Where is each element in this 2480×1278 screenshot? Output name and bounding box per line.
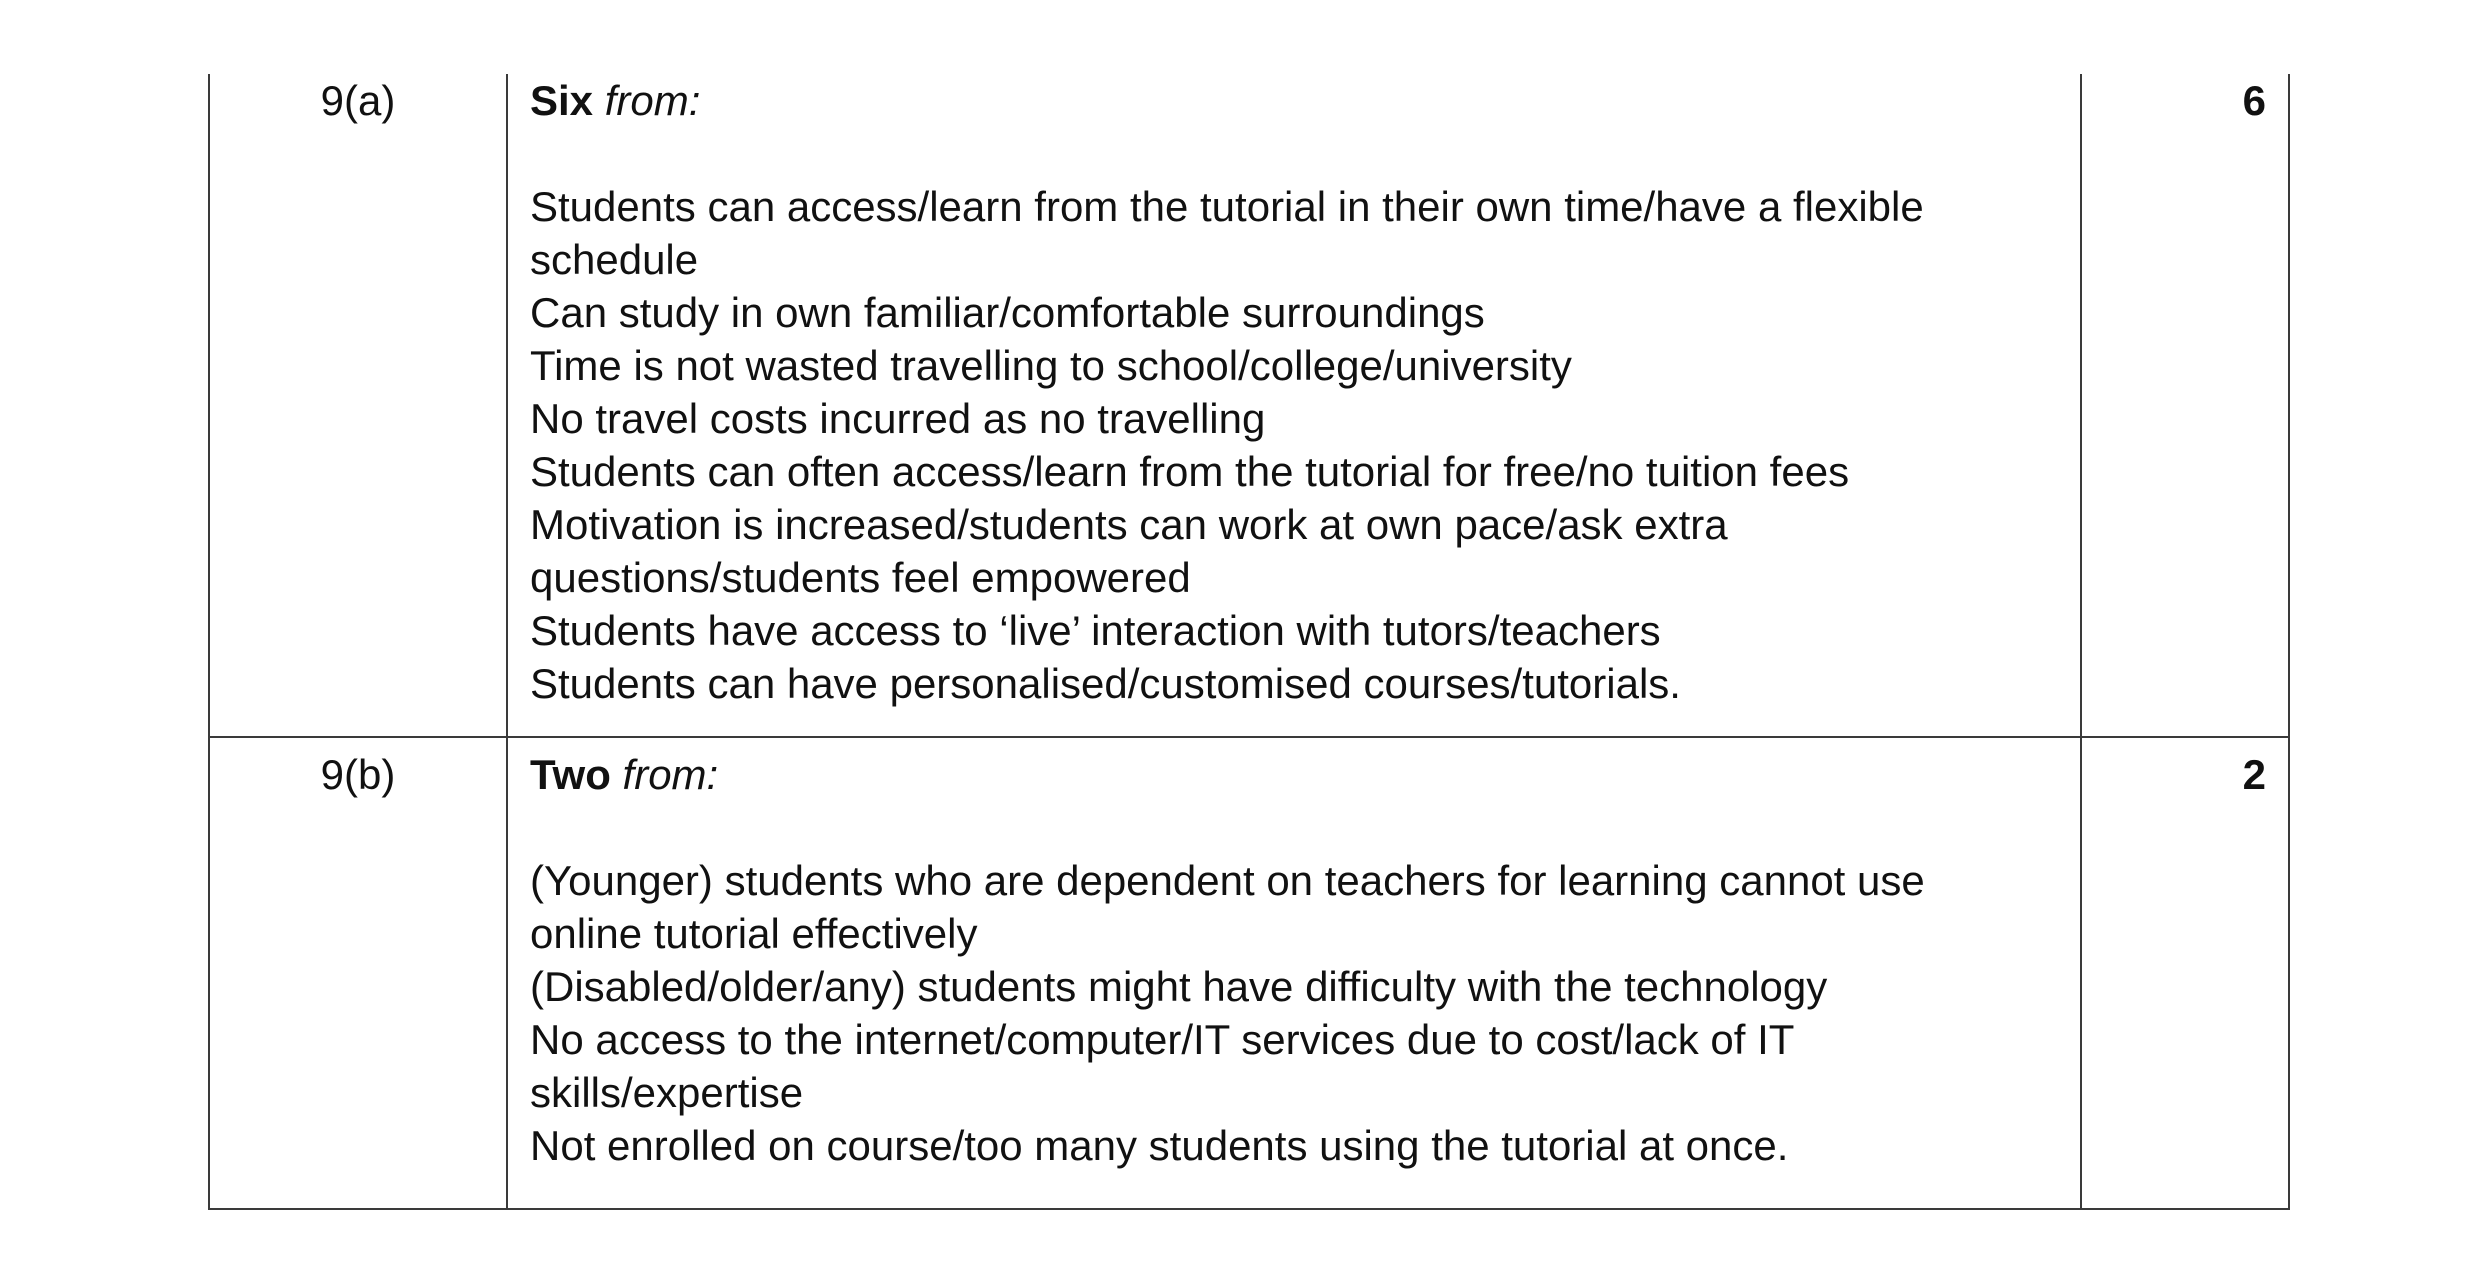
answer-point: (Younger) students who are dependent on teachers for learning cannot use online tutorial effectively: [530, 857, 1925, 957]
question-number-cell: [209, 737, 507, 1209]
answer-point: Not enrolled on course/too many students using the tutorial at once.: [530, 1122, 1789, 1169]
answer-point: Time is not wasted travelling to school/college/university: [530, 342, 1572, 389]
table-row: [209, 74, 2289, 737]
table-row: [209, 737, 2289, 1209]
marks-cell: [2081, 74, 2289, 737]
answer-point: Students can have personalised/customised courses/tutorials.: [530, 660, 1681, 707]
mark-scheme-table: [208, 74, 2290, 1210]
answer-cell: [507, 74, 2081, 737]
marks-value: 6: [2242, 77, 2266, 124]
question-number: 9(b): [320, 751, 396, 798]
answer-point: (Disabled/older/any) students might have difficulty with the technology: [530, 963, 1828, 1010]
answer-point: No access to the internet/computer/IT services due to cost/lack of IT skills/expertise: [530, 1016, 1794, 1116]
answer-point: Motivation is increased/students can work at own pace/ask extra questions/students feel empowered: [530, 501, 1728, 601]
answer-point: Students can often access/learn from the tutorial for free/no tuition fees: [530, 448, 1850, 495]
answer-from: from:: [622, 751, 719, 798]
marks-cell: [2081, 737, 2289, 1209]
answer-point: Can study in own familiar/comfortable surroundings: [530, 289, 1485, 336]
answer-quantity: Six: [530, 77, 594, 124]
marks-value: 2: [2242, 751, 2266, 798]
answer-cell: [507, 737, 2081, 1209]
answer-point: Students can access/learn from the tutorial in their own time/have a flexible schedule: [530, 183, 1924, 283]
answer-intro: [530, 74, 2080, 127]
answer-point: No travel costs incurred as no travelling: [530, 395, 1266, 442]
answer-intro: [530, 738, 2080, 801]
question-number-cell: [209, 74, 507, 737]
answer-quantity: Two: [530, 751, 611, 798]
question-number: 9(a): [320, 77, 396, 124]
answer-from: from:: [604, 77, 701, 124]
answer-point: Students have access to ‘live’ interaction with tutors/teachers: [530, 607, 1661, 654]
